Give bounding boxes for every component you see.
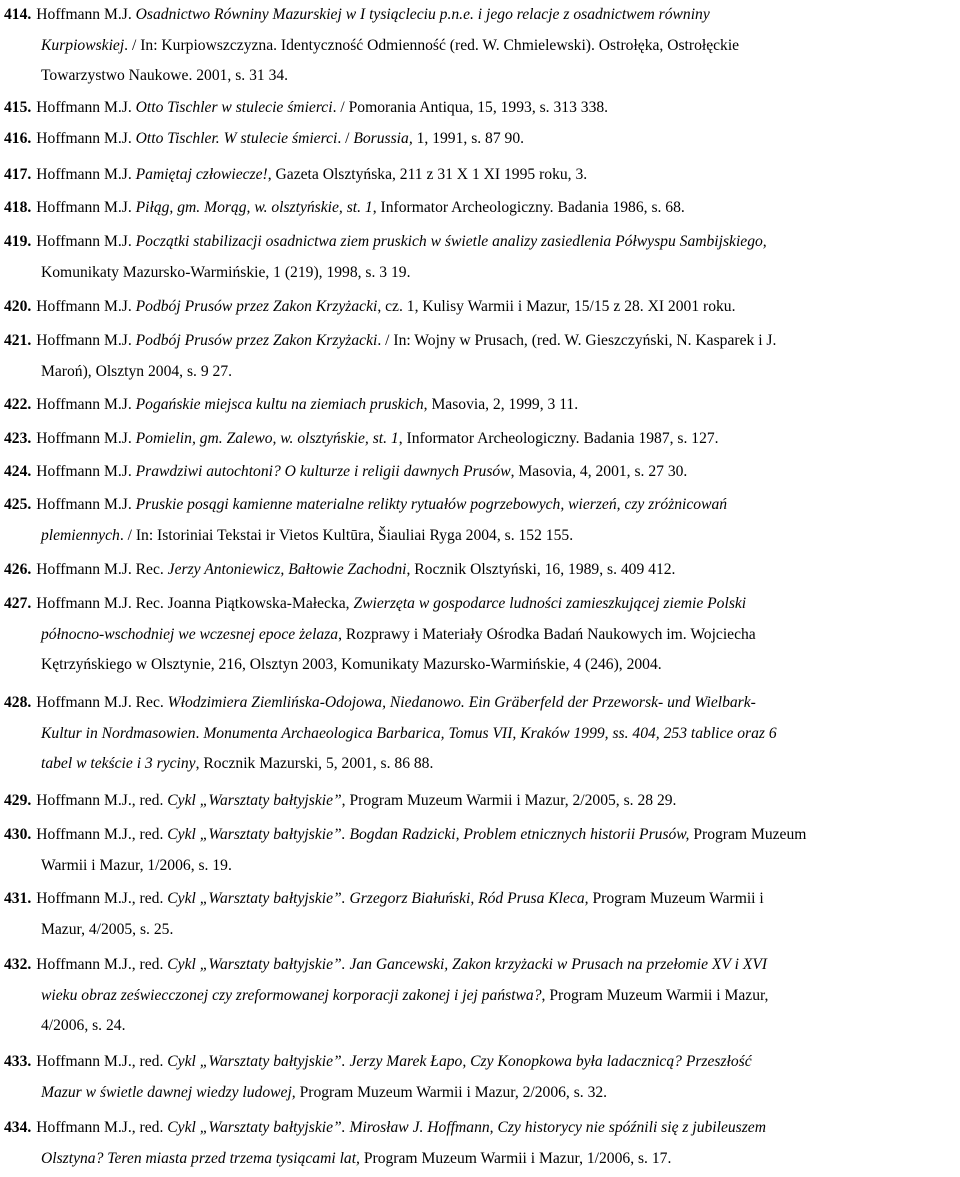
entry-line (4, 749, 956, 780)
entry-line (4, 555, 956, 586)
entry-title-text: 1 (364, 199, 373, 216)
entry-text: Komunikaty Mazursko-Warmińskie, 1 (219), 1998, s. 3 19. (41, 263, 411, 281)
entry-text: , Rocznik Mazurski, 5, 2001, s. 86 88. (195, 755, 434, 772)
entry-number: 427. (4, 595, 32, 612)
entry-title-text: Cykl „Warsztaty bałtyjskie”. Mirosław J. Hoffmann, Czy historycy nie spóźnili się z jubileuszem (167, 1119, 766, 1136)
bibliography-entry (4, 457, 956, 488)
bibliography-entry (4, 688, 956, 780)
entry-number: 431. (4, 890, 32, 907)
entry-line (4, 820, 956, 851)
entry-title-text: Olsztyna? Teren miasta przed trzema tysiącami lat, (41, 1149, 360, 1167)
entry-number: 433. (4, 1053, 32, 1070)
entry-line (4, 589, 956, 620)
entry-text: . / In: Istoriniai Tekstai ir Vietos Kultūra, Šiauliai Ryga 2004, s. 152 155. (119, 526, 574, 544)
bibliography-entry (4, 424, 956, 455)
entry-text: , Informator Archeologiczny. Badania 1987, s. 127. (398, 430, 719, 447)
entry-title-text: Otto Tischler. W stulecie śmierci (135, 130, 338, 147)
bibliography-entry (4, 950, 956, 1042)
entry-line (4, 688, 956, 719)
entry-line (4, 650, 956, 681)
entry-text: Hoffmann M.J. (36, 496, 136, 513)
entry-number: 430. (4, 826, 32, 843)
entry-line (4, 390, 956, 421)
entry-text: Hoffmann M.J. (36, 396, 136, 413)
entry-text: Hoffmann M.J., red. (36, 1119, 168, 1136)
entry-line (4, 227, 956, 258)
entry-text: Hoffmann M.J. (36, 233, 136, 250)
entry-number: 421. (4, 332, 32, 349)
entry-title-text: Otto Tischler w stulecie śmierci (135, 99, 333, 116)
entry-title-text: Początki stabilizacji osadnictwa ziem pruskich w świetle analizy zasiedlenia Półwyspu Sambijskiego, (135, 233, 767, 250)
entry-title-text: Monumenta Archaeologica Barbarica, Tomus VII, Kraków 1999, ss. 404, 253 tablice oraz 6 (203, 724, 777, 742)
entry-line (4, 424, 956, 455)
entry-line (4, 1144, 956, 1175)
entry-line (4, 326, 956, 357)
entry-title-text: tabel w tekście i 3 ryciny (41, 755, 196, 772)
entry-title-text: Prawdziwi autochtoni? O kulturze i religii dawnych Prusów (135, 463, 511, 480)
entry-number: 432. (4, 956, 32, 973)
entry-text: . / In: Kurpiowszczyzna. Identyczność Odmienność (red. W. Chmielewski). Ostrołęka, Ostrołęckie (124, 36, 740, 54)
entry-number: 416. (4, 130, 32, 147)
entry-line (4, 981, 956, 1012)
entry-number: 423. (4, 430, 32, 447)
entry-number: 415. (4, 99, 32, 116)
bibliography-entry (4, 124, 956, 155)
entry-line (4, 31, 956, 62)
entry-line (4, 521, 956, 552)
entry-text: . / In: Wojny w Prusach, (red. W. Gieszczyński, N. Kasparek i J. (377, 332, 777, 349)
entry-number: 428. (4, 694, 32, 711)
entry-text: , Program Muzeum Warmii i Mazur, 2/2005, s. 28 29. (341, 792, 677, 809)
entry-text: 4/2006, s. 24. (41, 1017, 126, 1034)
entry-line (4, 1011, 956, 1042)
entry-number: 425. (4, 496, 32, 513)
entry-text: Hoffmann M.J. Rec. (36, 694, 168, 711)
entry-text: , Program Muzeum Warmii i Mazur, (541, 986, 769, 1004)
entry-text: Hoffmann M.J., red. (36, 956, 168, 973)
bibliography-entry (4, 390, 956, 421)
entry-line (4, 719, 956, 750)
entry-text: Hoffmann M.J., red. (36, 890, 168, 907)
entry-title-text: Pamiętaj człowiecze! (135, 166, 268, 183)
entry-title-text: północno-wschodniej we wczesnej epoce żelaza (41, 625, 339, 643)
entry-title-text: Cykl „Warsztaty bałtyjskie”. Grzegorz Białuński, Ród Prusa Kleca, (167, 890, 589, 907)
entry-number: 420. (4, 298, 32, 315)
entry-title-text: Zwierzęta w gospodarce ludności zamieszkującej ziemie Polski (353, 595, 747, 612)
entry-line (4, 193, 956, 224)
bibliography-entry (4, 193, 956, 224)
entry-title-text: Podbój Prusów przez Zakon Krzyżacki (135, 332, 378, 349)
entry-number: 418. (4, 199, 32, 216)
entry-title-text: Cykl „Warsztaty bałtyjskie”. Jerzy Marek Łapo, Czy Konopkowa była ladacznicą? Przeszłość (167, 1053, 752, 1070)
entry-line (4, 915, 956, 946)
entry-text: . / Pomorania Antiqua, 15, 1993, s. 313 338. (332, 99, 609, 116)
entry-text: Kętrzyńskiego w Olsztynie, 216, Olsztyn 2003, Komunikaty Mazursko-Warmińskie, 4 (246), 2004. (41, 656, 662, 673)
entry-text: Hoffmann M.J. (36, 298, 136, 315)
bibliography-entry (4, 93, 956, 124)
entry-text: Maroń), Olsztyn 2004, s. 9 27. (41, 362, 233, 380)
entry-line (4, 1113, 956, 1144)
entry-line (4, 61, 956, 92)
entry-title-text: plemiennych (41, 526, 120, 544)
entry-title-text: Pomielin, gm. Zalewo, w. olsztyńskie, st. 1 (135, 430, 399, 447)
entry-text: Program Muzeum Warmii i (588, 890, 764, 907)
entry-text: Hoffmann M.J. (36, 166, 136, 183)
entry-text: . (195, 724, 204, 742)
entry-line (4, 490, 956, 521)
bibliography-entry (4, 160, 956, 191)
entry-title-text: Cykl „Warsztaty bałtyjskie”. Bogdan Radzicki, Problem etnicznych historii Prusów, (167, 826, 690, 843)
entry-text: Program Muzeum Warmii i Mazur, 2/2006, s. 32. (295, 1083, 608, 1101)
entry-text: Hoffmann M.J. (36, 130, 136, 147)
entry-line (4, 1047, 956, 1078)
bibliography-entry (4, 820, 956, 881)
entry-text: 1, 1991, s. 87 90. (412, 130, 525, 147)
entry-text: Hoffmann M.J. (36, 332, 136, 349)
entry-line (4, 93, 956, 124)
bibliography-entry (4, 0, 956, 92)
entry-line (4, 357, 956, 388)
entry-text: , Masovia, 4, 2001, s. 27 30. (510, 463, 688, 480)
entry-line (4, 124, 956, 155)
entry-number: 419. (4, 233, 32, 250)
entry-number: 417. (4, 166, 32, 183)
entry-title-text: Pruskie posągi kamienne materialne relikty rytuałów pogrzebowych, wierzeń, czy zróżnicowań (135, 496, 728, 513)
entry-text: Hoffmann M.J. Rec. Joanna Piątkowska-Małecka, (36, 595, 354, 612)
entry-text: , Masovia, 2, 1999, 3 11. (423, 396, 579, 413)
entry-text: Hoffmann M.J. (36, 99, 136, 116)
entry-number: 429. (4, 792, 32, 809)
entry-line (4, 1078, 956, 1109)
bibliography-entry (4, 786, 956, 817)
entry-title-text: Kurpiowskiej (41, 36, 125, 54)
entry-text: . / (337, 130, 354, 147)
entry-text: Hoffmann M.J., red. (36, 1053, 168, 1070)
entry-line (4, 786, 956, 817)
entry-number: 422. (4, 396, 32, 413)
entry-title-text: Podbój Prusów przez Zakon Krzyżacki (135, 298, 378, 315)
entry-text: , cz. 1, Kulisy Warmii i Mazur, 15/15 z 28. XI 2001 roku. (377, 298, 736, 315)
bibliography-entry (4, 884, 956, 945)
entry-text: Towarzystwo Naukowe. 2001, s. 31 34. (41, 67, 289, 84)
entry-title-text: Cykl „Warsztaty bałtyjskie”. Jan Gancewski, Zakon krzyżacki w Prusach na przełomie XV i XVI (167, 956, 768, 973)
entry-line (4, 851, 956, 882)
bibliography-entry (4, 292, 956, 323)
entry-number: 414. (4, 6, 32, 23)
entry-text: , Rozprawy i Materiały Ośrodka Badań Naukowych im. Wojciecha (338, 625, 756, 643)
entry-text: Hoffmann M.J. (36, 430, 136, 447)
entry-text: , Gazeta Olsztyńska, 211 z 31 X 1 XI 1995 roku, 3. (267, 166, 588, 183)
entry-title-text: onej czy zreformowanej korporacji zakonej i jej państwa? (181, 986, 542, 1004)
entry-title-text: Osadnictwo Równiny Mazurskiej w I tysiącleciu p.n.e. i jego relacje z osadnictwem równiny (135, 6, 710, 23)
entry-text: , Rocznik Olsztyński, 16, 1989, s. 409 412. (406, 561, 676, 578)
bibliography-entry (4, 1113, 956, 1174)
entry-text: Program Muzeum Warmii i Mazur, 1/2006, s. 17. (359, 1149, 672, 1167)
entry-title-text: wieku obraz ześwieccz (41, 986, 182, 1004)
entry-line (4, 292, 956, 323)
entry-line (4, 620, 956, 651)
entry-line (4, 884, 956, 915)
bibliography-entry (4, 326, 956, 387)
entry-title-text: Kultur in Nordmasowien (41, 724, 196, 742)
entry-title-text: Borussia, (353, 130, 413, 147)
entry-line (4, 0, 956, 31)
entry-line (4, 258, 956, 289)
entry-text: Hoffmann M.J. (36, 463, 136, 480)
entry-line (4, 160, 956, 191)
bibliography-entry (4, 490, 956, 551)
entry-text: Hoffmann M.J. (36, 6, 136, 23)
entry-number: 426. (4, 561, 32, 578)
entry-text: Warmii i Mazur, 1/2006, s. 19. (41, 856, 232, 874)
entry-text: Hoffmann M.J., red. (36, 792, 168, 809)
entry-number: 434. (4, 1119, 32, 1136)
bibliography-entry (4, 227, 956, 288)
entry-text: Hoffmann M.J. Rec. (36, 561, 168, 578)
bibliography-entry (4, 1047, 956, 1108)
entry-text: , Informator Archeologiczny. Badania 1986, s. 68. (372, 199, 685, 216)
entry-text: Hoffmann M.J., red. (36, 826, 168, 843)
entry-number: 424. (4, 463, 32, 480)
entry-text: Program Muzeum (689, 826, 807, 843)
entry-title-text: Mazur w świetle dawnej wiedzy ludowej, (41, 1083, 296, 1101)
bibliography-entry (4, 555, 956, 586)
entry-title-text: Jerzy Antoniewicz, Bałtowie Zachodni (167, 561, 407, 578)
entry-title-text: Włodzimiera Ziemlińska-Odojowa, Niedanowo. Ein Gräberfeld der Przeworsk- und Wielbark- (167, 694, 756, 711)
entry-line (4, 457, 956, 488)
bibliography-entry (4, 589, 956, 681)
entry-text: Mazur, 4/2005, s. 25. (41, 920, 174, 938)
entry-text: Hoffmann M.J. (36, 199, 136, 216)
entry-title-text: Piłąg, gm. Morąg, w. olsztyńskie, st. (135, 199, 365, 216)
entry-title-text: Cykl „Warsztaty bałtyjskie” (167, 792, 342, 809)
entry-title-text: Pogańskie miejsca kultu na ziemiach pruskich (135, 396, 424, 413)
entry-line (4, 950, 956, 981)
